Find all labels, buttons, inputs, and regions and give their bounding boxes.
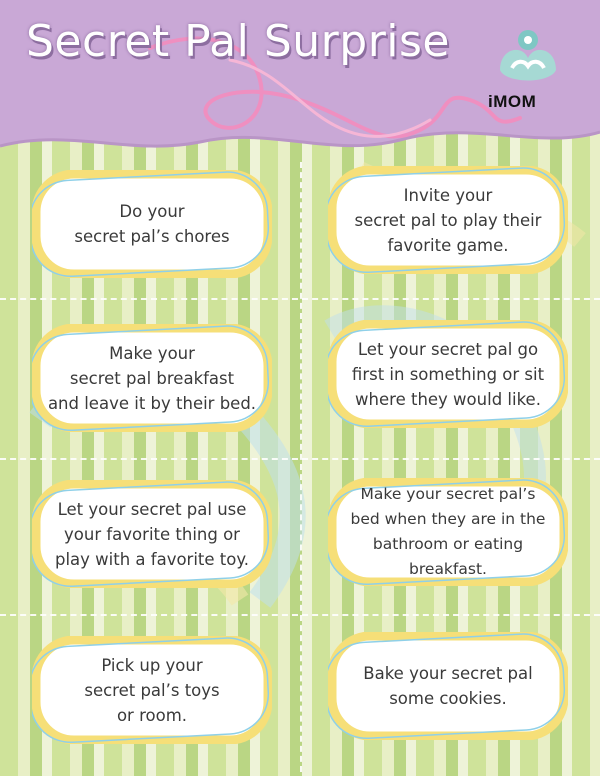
coupon-text: Pick up your secret pal’s toys or room.: [84, 655, 220, 725]
coupon-card: [328, 166, 568, 274]
coupon-text: Bake your secret pal some cookies.: [363, 664, 533, 708]
coupon-text: Do your secret pal’s chores: [74, 202, 230, 246]
coupon-card: [32, 170, 272, 278]
coupon-text: Make your secret pal’s bed when they are in the bathroom or eating breakfast.: [350, 485, 546, 578]
coupon-card: [328, 478, 568, 586]
cut-line-horizontal: [0, 298, 600, 300]
coupon-card: [32, 636, 272, 744]
coupon-card: [32, 480, 272, 588]
header: [0, 0, 600, 160]
coupon-card: [328, 632, 568, 740]
logo-text: iMOM: [488, 92, 537, 111]
coupon-text: Let your secret pal use your favorite thing or play with a favorite toy.: [54, 499, 250, 569]
coupon-text: Make your secret pal breakfast and leave it by their bed.: [47, 343, 257, 413]
cut-line-horizontal: [0, 458, 600, 460]
page-title: Secret Pal Surprise: [26, 16, 450, 67]
cut-line-horizontal: [0, 614, 600, 616]
coupon-text: Let your secret pal go first in something or sit where they would like.: [351, 339, 545, 409]
coupon-text: Invite your secret pal to play their favorite game.: [354, 185, 542, 255]
coupon-card: [32, 324, 272, 432]
imom-logo: [482, 18, 572, 113]
cut-line-vertical: [300, 162, 302, 772]
coupon-card: [328, 320, 568, 428]
logo-icon: [490, 18, 566, 92]
